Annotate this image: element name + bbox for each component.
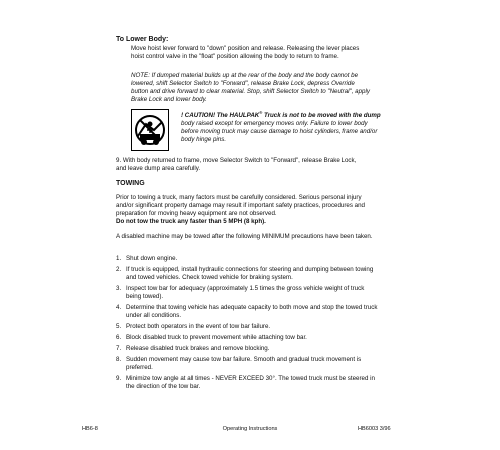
step-text: Minimize tow angle at all times - NEVER EXCEED 30°. The towed truck must be steered in the direction of the tow bar.	[126, 375, 375, 390]
step-number: 7.	[116, 345, 122, 352]
footer-section-title: Operating Instructions	[222, 426, 278, 432]
step-number: 3.	[116, 285, 122, 292]
caution-text	[181, 109, 386, 144]
step-text: Determine that towing vehicle has adequate capacity to both move and stop the towed truck under all conditions.	[126, 304, 378, 319]
step-number: 2.	[116, 266, 122, 273]
step-number: 4.	[116, 304, 122, 311]
step-number: 5.	[116, 323, 122, 330]
list-item	[116, 375, 378, 391]
caution-lead: ! CAUTION! The HAULPAK	[181, 112, 260, 120]
lower-body-step-9: 9. With body returned to frame, move Selector Switch to "Forward", release Brake Lock, and leave dump area carefully.	[116, 157, 357, 172]
step-text: If truck is equipped, install hydraulic connections for steering and dumping between towing and towed vehicles. Check towed vehicle for braking system.	[126, 266, 374, 281]
step-number: 8.	[116, 356, 122, 363]
towing-heading: TOWING	[116, 180, 145, 187]
footer-page-number: HB6-8	[82, 426, 98, 432]
list-item	[116, 323, 378, 331]
step-text: Inspect tow bar for adequacy (approximately 1.5 times the gross vehicle weight of truck being towed).	[126, 285, 365, 300]
footer-document-code: HB6003 3/96	[358, 426, 391, 432]
caution-lead-end: Truck is not to be moved with the dump	[262, 112, 381, 120]
no-riding-under-body-warning-icon	[131, 109, 169, 151]
towing-disabled-machine: A disabled machine may be towed after the following MINIMUM precautions have been taken.	[116, 233, 373, 240]
list-item	[116, 255, 378, 263]
lower-body-instruction: Move hoist lever forward to "down" position and release. Releasing the lever places hoist control valve in the "float" position allowing the body to return to frame.	[131, 45, 360, 60]
lower-body-heading: To Lower Body:	[116, 36, 169, 43]
list-item	[116, 285, 378, 301]
step-text: Shut down engine.	[126, 255, 178, 262]
list-item	[116, 266, 378, 282]
list-item	[116, 356, 378, 372]
towing-steps-list	[116, 255, 378, 394]
list-item	[116, 334, 378, 342]
step-number: 9.	[116, 375, 122, 382]
caution-rest: body raised except for emergency moves only. Failure to lower body before moving truck may cause damage to hoist cylinders, frame and/or body hinge pins.	[181, 120, 378, 144]
registered-mark: ®	[259, 110, 263, 115]
step-text: Sudden movement may cause tow bar failure. Smooth and gradual truck movement is preferred.	[126, 356, 362, 371]
step-number: 6.	[116, 334, 122, 341]
caution-block	[131, 109, 381, 153]
towing-intro: Prior to towing a truck, many factors must be carefully considered. Serious personal injury and/or significant property damage may result if important safety practices, procedures and preparation for moving heavy equipment are not observed.	[116, 194, 365, 217]
towing-speed-warning: Do not tow the truck any faster than 5 MPH (8 kph).	[116, 218, 266, 225]
list-item	[116, 304, 378, 320]
step-text: Block disabled truck to prevent movement while attaching tow bar.	[126, 334, 307, 341]
step-text: Protect both operators in the event of tow bar failure.	[126, 323, 271, 330]
lower-body-note: NOTE: If dumped material builds up at the rear of the body and the body cannot be lowered, shift Selector Switch to "Forward", release Brake Lock, depress Override button and drive forward to clear material. Stop, shift Selector Switch to "Neutral", apply Brake Lock and lower body.	[131, 72, 370, 103]
step-text: Release disabled truck brakes and remove blocking.	[126, 345, 270, 352]
list-item	[116, 345, 378, 353]
step-number: 1.	[116, 255, 122, 262]
